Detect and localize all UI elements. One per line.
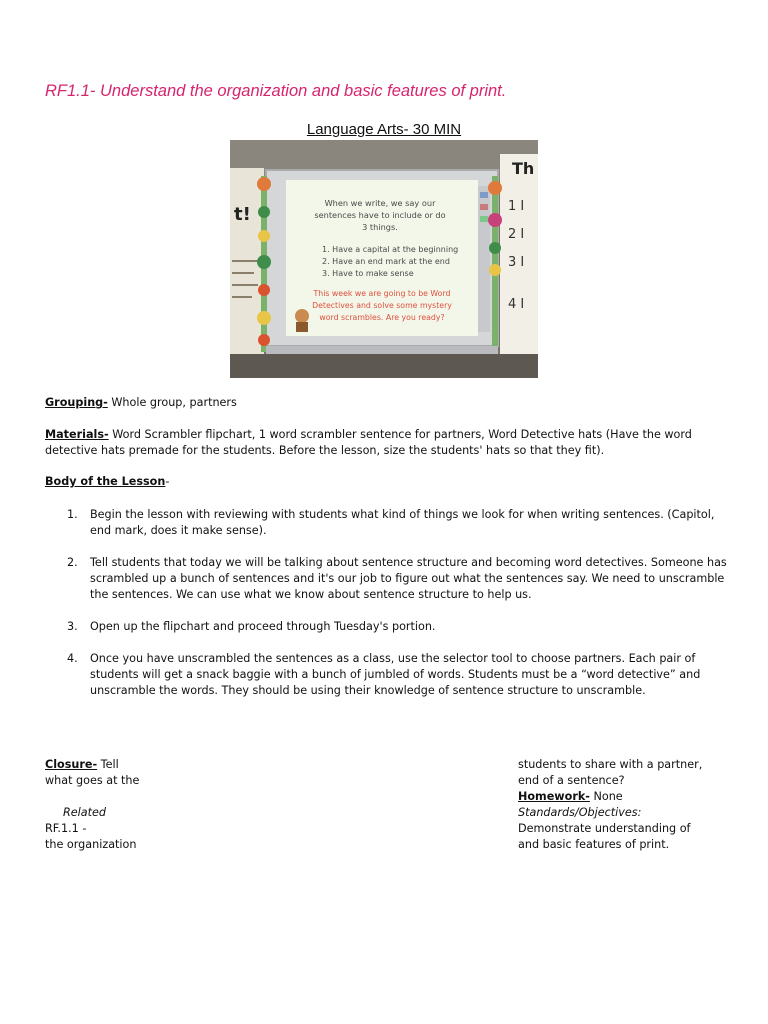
lesson-step (67, 619, 727, 635)
grouping-section (45, 395, 705, 411)
screen-rule-3: 3. Have to make sense (322, 269, 414, 278)
svg-text:4 I: 4 I (508, 297, 525, 312)
homework-line (518, 789, 738, 805)
lesson-step (67, 507, 727, 539)
step-number: 1. (67, 508, 78, 521)
lesson-title: Language Arts- 30 MIN (306, 121, 462, 138)
step-text: Open up the flipchart and proceed through Tuesday's portion. (90, 619, 436, 633)
lesson-step (67, 651, 727, 698)
screen-intro-line-3: 3 things. (362, 222, 398, 232)
lesson-steps-list (67, 507, 727, 715)
step-number: 3. (67, 619, 78, 633)
step-text: Once you have unscrambled the sentences as a class, use the selector tool to choose partners. Each pair of students will get a snack baggie with a bunch of jumbled of words. Students must be a “word detective” and unscramble the words. They should be using their knowledge of sentence structure to unscramble. (90, 652, 701, 697)
svg-text:1 I: 1 I (508, 199, 525, 214)
lesson-step (67, 555, 727, 602)
standard-text-left: the organization (45, 838, 137, 851)
related-label: Related (63, 806, 106, 819)
standard-text-right-2: and basic features of print. (518, 838, 670, 851)
body-of-lesson-suffix: - (165, 475, 170, 488)
svg-text:t!: t! (234, 204, 251, 225)
svg-text:Th: Th (512, 159, 535, 178)
step-number: 4. (67, 652, 78, 666)
body-of-lesson-label: Body of the Lesson (45, 475, 166, 488)
grouping-label: Grouping- (45, 396, 108, 409)
screen-callout-2: Detectives and solve some mystery (312, 301, 452, 310)
closure-left-text-2: what goes at the (45, 774, 140, 787)
materials-label: Materials- (45, 428, 109, 441)
materials-section (45, 427, 725, 459)
closure-line (45, 757, 245, 773)
closure-right-text-1: students to share with a partner, (518, 758, 703, 771)
screen-callout-1: This week we are going to be Word (313, 289, 451, 298)
closure-left-text-1: Tell (97, 758, 119, 771)
screen-callout-3: word scrambles. Are you ready? (319, 313, 445, 322)
svg-text:2 I: 2 I (508, 227, 525, 242)
classroom-smartboard-photo (230, 140, 538, 378)
spacer-line (45, 789, 245, 805)
step-text: Tell students that today we will be talking about sentence structure and becoming word detectives. Someone has scrambled up a bunch of sentences and it's our job to figure out what the sentences say. We need to unscramble the sentences. We can use what we know about sentence structure to help us. (90, 556, 727, 601)
homework-text: None (589, 790, 623, 803)
standard-heading: RF1.1- Understand the organization and basic features of print. (45, 82, 507, 100)
svg-text:3 I: 3 I (508, 255, 525, 270)
screen-intro-line-2: sentences have to include or do (314, 210, 446, 220)
grouping-text: Whole group, partners (107, 396, 237, 409)
closure-right-column (518, 757, 738, 853)
screen-rule-1: 1. Have a capital at the beginning (322, 245, 459, 254)
homework-label: Homework- (518, 790, 590, 803)
closure-right-text-2: end of a sentence? (518, 774, 625, 787)
step-text: Begin the lesson with reviewing with students what kind of things we look for when writing sentences. (Capitol, end mark, does it make sense). (90, 508, 715, 537)
standards-objectives-label: Standards/Objectives: (518, 806, 642, 819)
materials-text: Word Scrambler flipchart, 1 word scrambler sentence for partners, Word Detective hats (Have the word detective hats premade for the students. Before the lesson, size the students' hats so that they fit). (45, 428, 692, 457)
standard-code: RF.1.1 - (45, 822, 87, 835)
standard-text-right-1: Demonstrate understanding of (518, 822, 691, 835)
closure-left-column (45, 757, 245, 853)
closure-label: Closure- (45, 758, 98, 771)
step-number: 2. (67, 556, 78, 570)
screen-intro-line-1: When we write, we say our (324, 198, 436, 208)
body-of-lesson-heading (45, 474, 345, 490)
screen-rule-2: 2. Have an end mark at the end (322, 257, 450, 266)
